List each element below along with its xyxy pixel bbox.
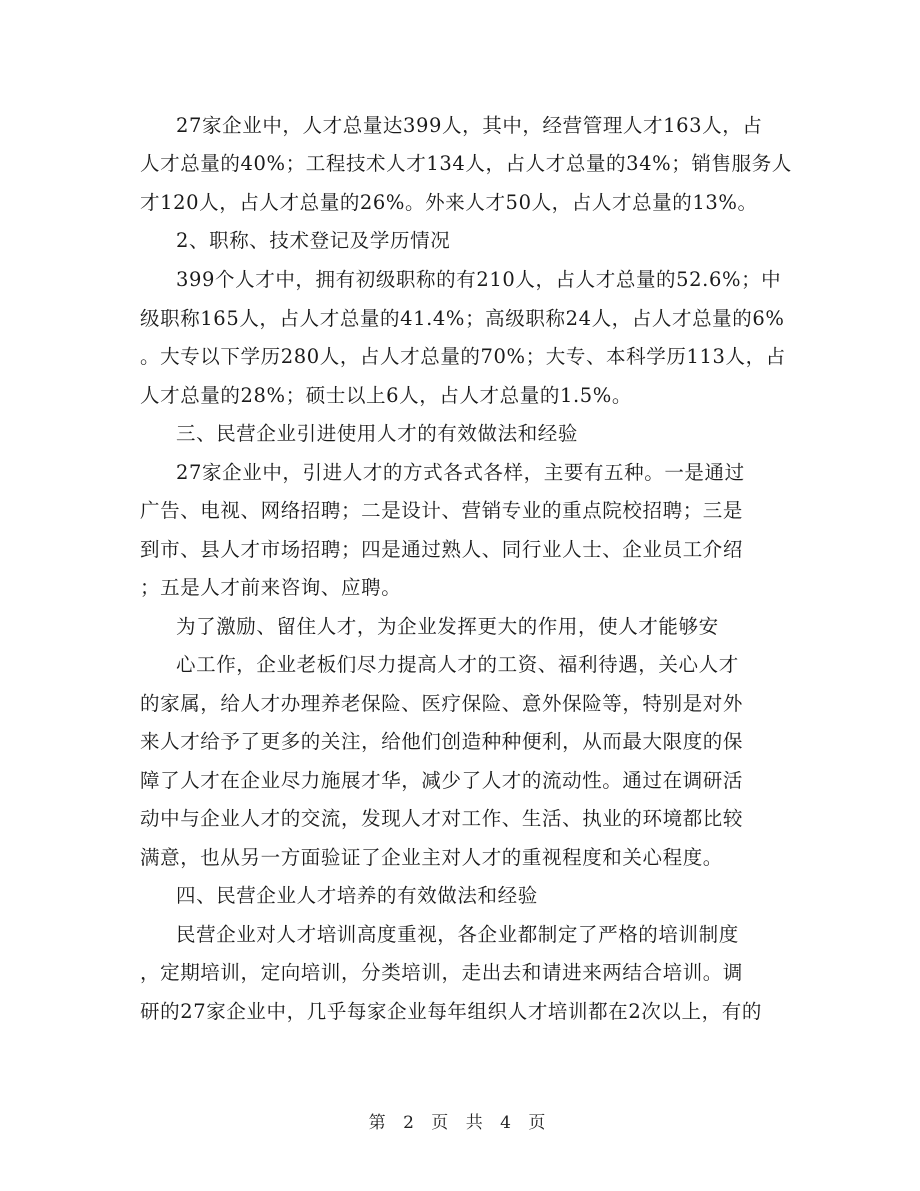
body-text-line: 动中与企业人才的交流，发现人才对工作、生活、执业的环境都比较 — [140, 807, 744, 830]
body-text-line: 的家属，给人才办理养老保险、医疗保险、意外保险等，特别是对外 — [140, 692, 744, 715]
section-heading: 2、职称、技术登记及学历情况 — [176, 229, 451, 252]
body-text-line: ；五是人才前来咨询、应聘。 — [140, 576, 402, 599]
section-heading: 三、民营企业引进使用人才的有效做法和经验 — [176, 422, 579, 445]
body-text-line: 才120人，占人才总量的26%。外来人才50人，占人才总量的13%。 — [140, 191, 758, 214]
body-text-line: 民营企业对人才培训高度重视，各企业都制定了严格的培训制度 — [176, 923, 739, 946]
body-text-line: 。大专以下学历280人，占人才总量的70%；大专、本科学历113人，占 — [140, 345, 786, 368]
body-text-line: 障了人才在企业尽力施展才华，减少了人才的流动性。通过在调研活 — [140, 769, 744, 792]
body-text-line: 广告、电视、网络招聘；二是设计、营销专业的重点院校招聘；三是 — [140, 499, 744, 522]
body-text-line: 人才总量的28%；硕士以上6人，占人才总量的1.5%。 — [140, 384, 632, 407]
section-heading: 四、民营企业人才培养的有效做法和经验 — [176, 884, 538, 907]
body-text-line: 到市、县人才市场招聘；四是通过熟人、同行业人士、企业员工介绍 — [140, 538, 744, 561]
body-text-line: 人才总量的40%；工程技术人才134人，占人才总量的34%；销售服务人 — [140, 152, 792, 175]
body-text-line: ，定期培训，定向培训，分类培训，走出去和请进来两结合培训。调 — [140, 961, 744, 984]
body-text-line: 27家企业中，人才总量达399人，其中，经营管理人才163人，占 — [176, 114, 763, 137]
body-text-line: 心工作，企业老板们尽力提高人才的工资、福利待遇，关心人才 — [176, 653, 739, 676]
page-number-footer: 第 2 页 共 4 页 — [368, 1113, 552, 1133]
body-text-line: 满意，也从另一方面验证了企业主对人才的重视程度和关心程度。 — [140, 846, 723, 869]
body-text-line: 级职称165人，占人才总量的41.4%；高级职称24人，占人才总量的6% — [140, 307, 785, 330]
body-text-line: 399个人才中，拥有初级职称的有210人，占人才总量的52.6%；中 — [176, 268, 782, 291]
body-text-line: 27家企业中，引进人才的方式各式各样，主要有五种。一是通过 — [176, 461, 745, 484]
body-text-line: 为了激励、留住人才，为企业发挥更大的作用，使人才能够安 — [176, 615, 719, 638]
body-text-line: 来人才给予了更多的关注，给他们创造种种便利，从而最大限度的保 — [140, 730, 744, 753]
body-text-line: 研的27家企业中，几乎每家企业每年组织人才培训都在2次以上，有的 — [140, 1000, 762, 1023]
